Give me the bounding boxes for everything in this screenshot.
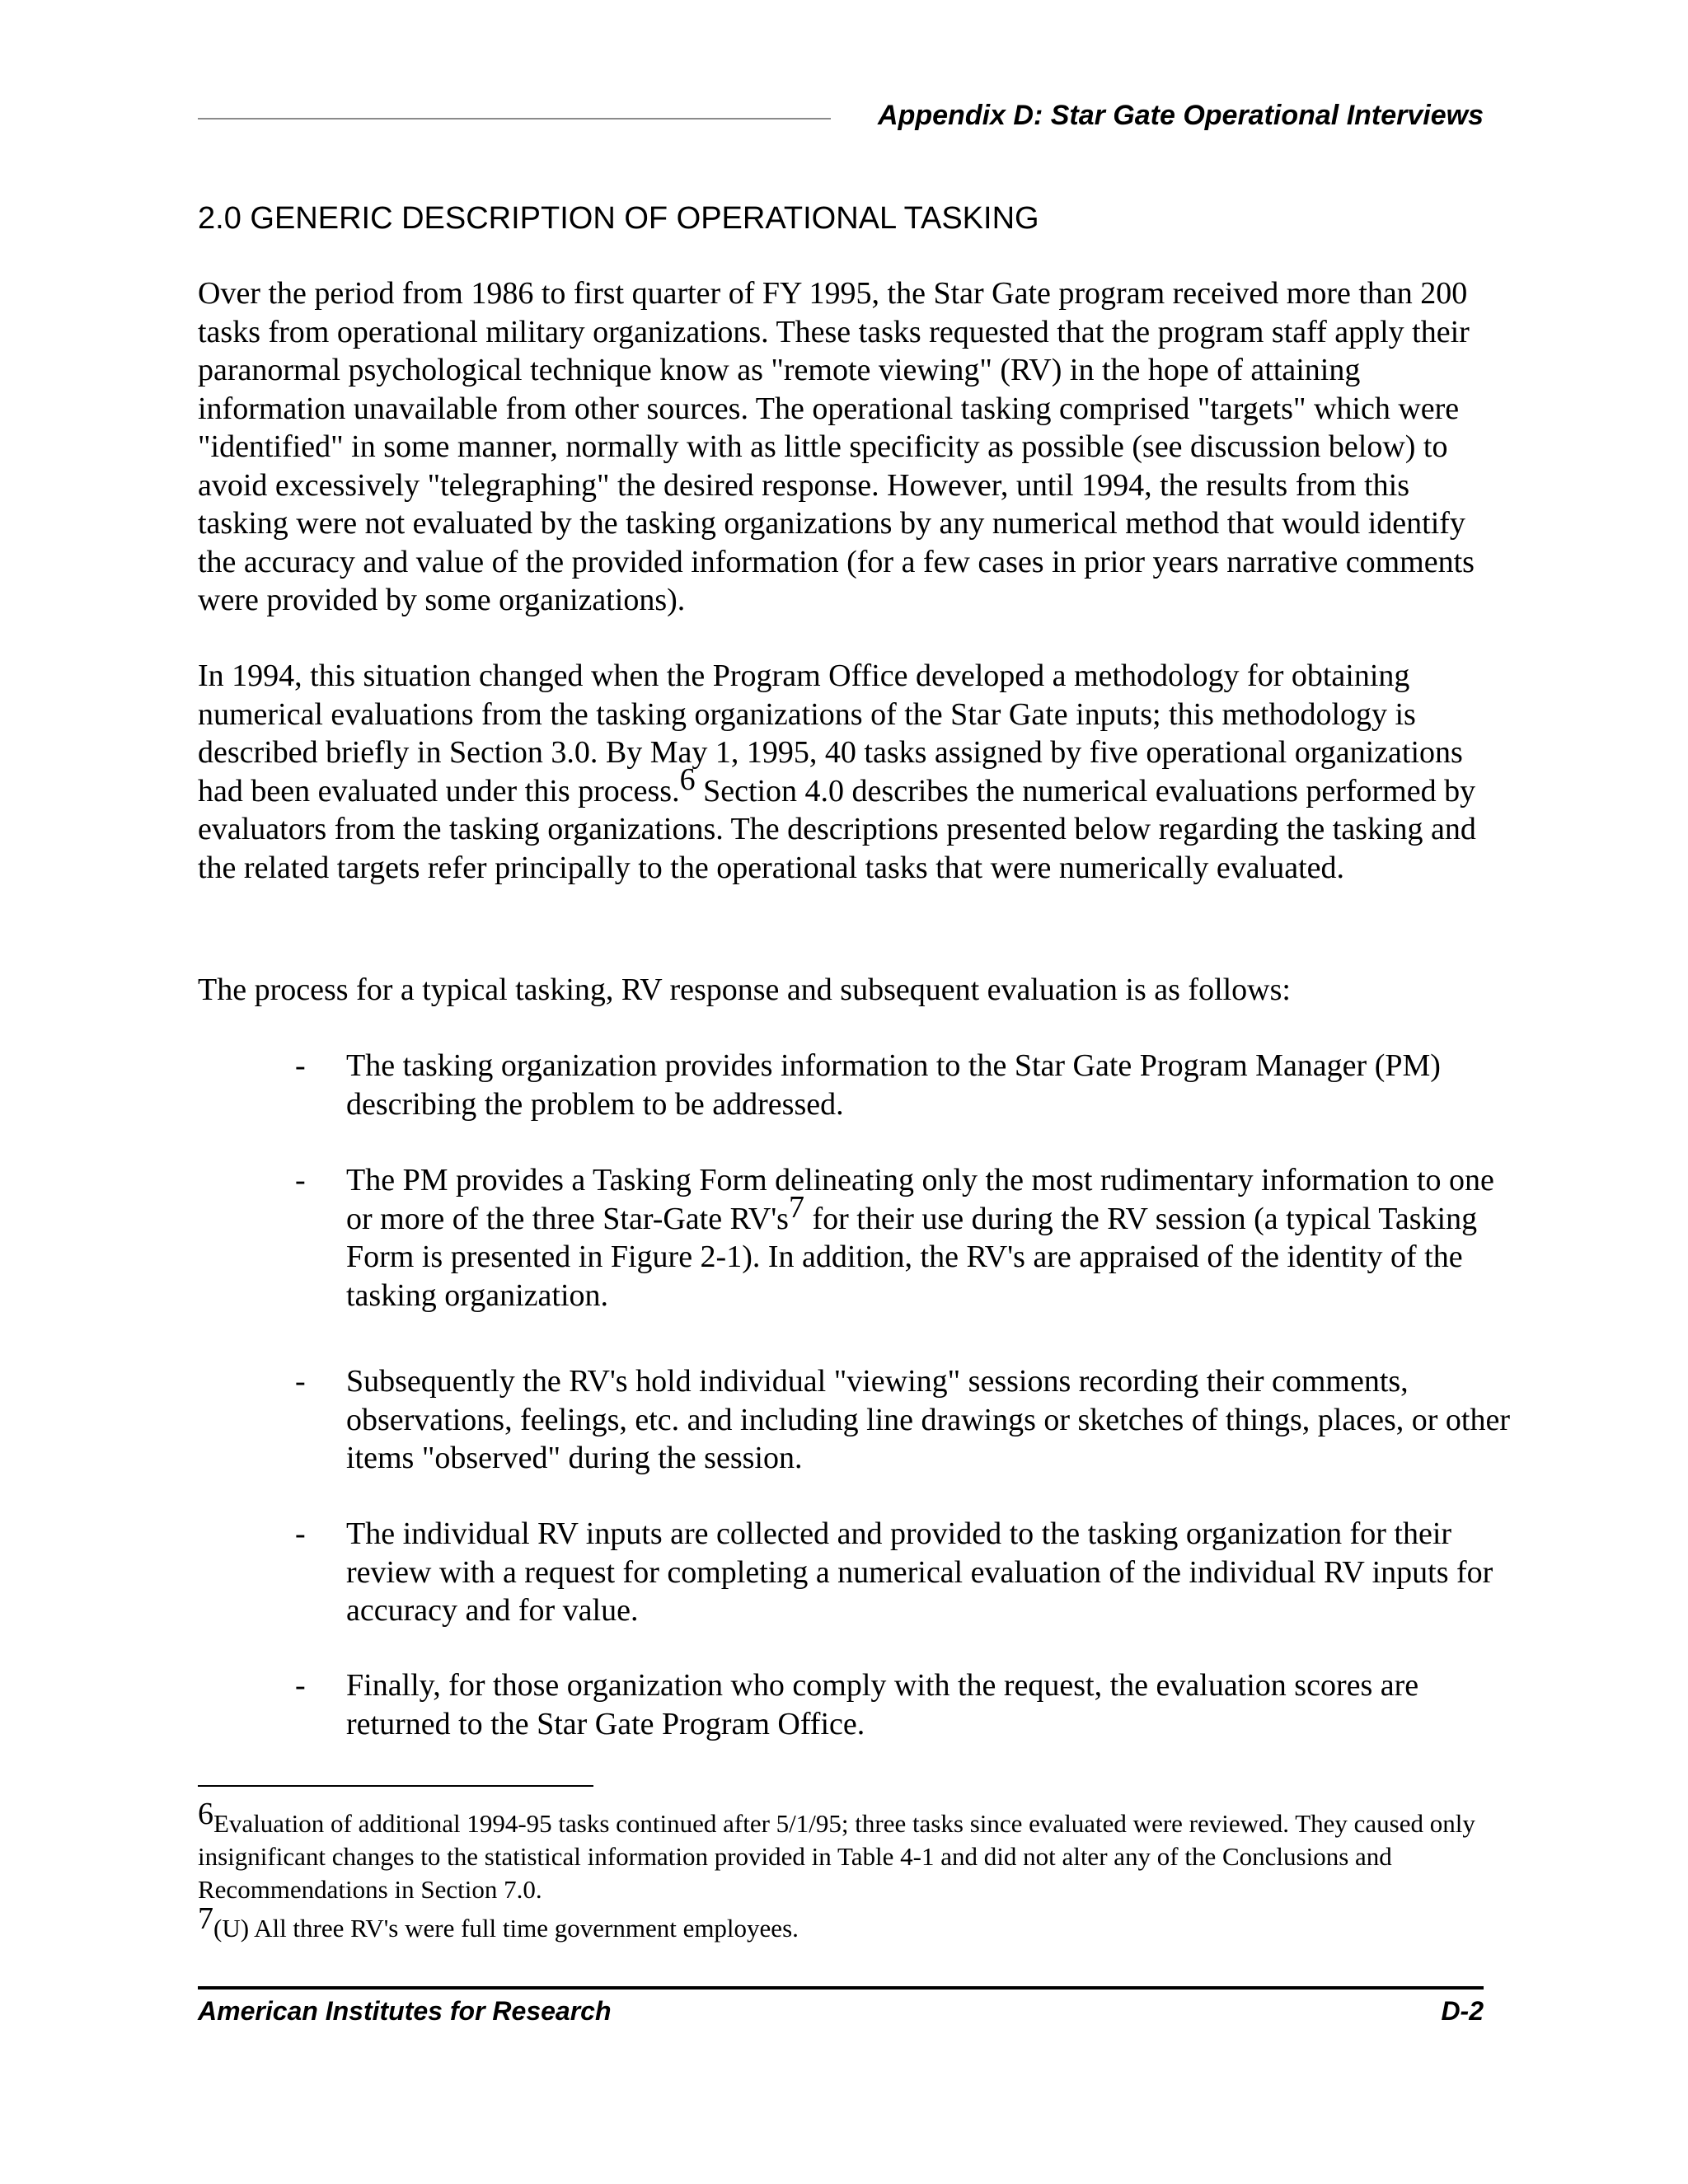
bullet-dash: - — [295, 1516, 306, 1551]
page-number: D-2 — [1441, 1996, 1484, 2026]
header-rule — [198, 118, 831, 120]
footnote-7 — [198, 1901, 1500, 1945]
list-item-text: Subsequently the RV's hold individual "viewing" sessions recording their comments, observations, feelings, etc. and including line drawings or sketches of things, places, or other items "observed" during the session. — [346, 1364, 1510, 1475]
footnote-number: 6 — [198, 1797, 213, 1831]
footnote-ref-7[interactable]: 7 — [788, 1189, 804, 1225]
section-heading: 2.0 GENERIC DESCRIPTION OF OPERATIONAL TASKING — [198, 201, 1039, 236]
bullet-dash: - — [295, 1364, 306, 1399]
list-item-text-part-2: for their use during the RV session (a typical Tasking Form is presented in Figure 2-1). In addition, the RV's are appraised of the identity of the tasking organization. — [346, 1201, 1478, 1313]
footnote-text: (U) All three RV's were full time government employees. — [213, 1914, 799, 1943]
footnote-number: 7 — [198, 1901, 213, 1936]
paragraph-1: Over the period from 1986 to first quarter of FY 1995, the Star Gate program received more than 200 tasks from operational military organizations. These tasks requested that the program staff apply their paranormal psychological technique know as "remote viewing" (RV) in the hope of attaining information unavailable from other sources. The operational tasking comprised "targets" which were "identified" in some manner, normally with as little specificity as possible (see discussion below) to avoid excessively "telegraphing" the desired response. However, until 1994, the results from this tasking were not evaluated by the tasking organizations by any numerical method that would identify the accuracy and value of the provided information (for a few cases in prior years narrative comments were provided by some organizations). — [198, 276, 1475, 617]
list-item-text: The individual RV inputs are collected and provided to the tasking organization for their review with a request for completing a numerical evaluation of the individual RV inputs for accuracy and for value. — [346, 1516, 1493, 1628]
footnote-separator — [198, 1785, 593, 1787]
bullet-dash: - — [295, 1668, 306, 1703]
paragraph-2-part-1: In 1994, this situation changed when the Program Office developed a methodology for obtaining numerical evaluations from the tasking organizations of the Star Gate inputs; this methodology is described briefly in Section 3.0. By May 1, 1995, 40 tasks assigned by five operational organizations had been evaluated under this process. — [198, 658, 1463, 808]
list-item-text — [346, 1161, 1517, 1315]
footer-rule — [198, 1986, 1484, 1990]
footnote-text: Evaluation of additional 1994-95 tasks continued after 5/1/95; three tasks since evaluated were reviewed. They caused only insignificant changes to the statistical information provided in Table 4-1 and did not alter any of the Conclusions and Recommendations in Section 7.0. — [198, 1809, 1475, 1904]
list-item-text-part-1: The PM provides a Tasking Form delineating only the most rudimentary information to one or more of the three Star-Gate RV's — [346, 1163, 1494, 1236]
bullet-dash: - — [295, 1163, 306, 1197]
paragraph-2-part-2: Section 4.0 describes the numerical evaluations performed by evaluators from the tasking organizations. The descriptions presented below regarding the tasking and the related targets refer principally to the operational tasks that were numerically evaluated. — [198, 773, 1476, 885]
bullet-dash: - — [295, 1048, 306, 1083]
footer-organization: American Institutes for Research — [198, 1996, 612, 2026]
footnote-6 — [198, 1797, 1500, 1906]
paragraph-3: The process for a typical tasking, RV response and subsequent evaluation is as follows: — [198, 972, 1291, 1007]
paragraph-2 — [198, 657, 1500, 887]
footnote-ref-6[interactable]: 6 — [679, 762, 696, 797]
list-item-text: The tasking organization provides information to the Star Gate Program Manager (PM) describing the problem to be addressed. — [346, 1048, 1441, 1122]
list-item-text: Finally, for those organization who comply with the request, the evaluation scores are returned to the Star Gate Program Office. — [346, 1668, 1419, 1741]
running-header-title: Appendix D: Star Gate Operational Interviews — [878, 100, 1484, 131]
